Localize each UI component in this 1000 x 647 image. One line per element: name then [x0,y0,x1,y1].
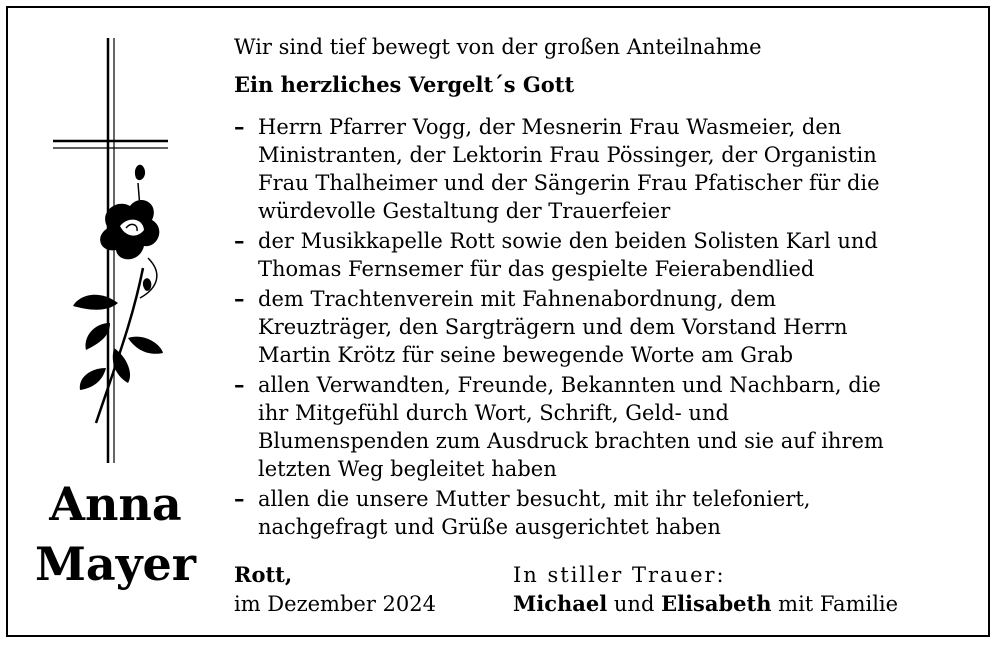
thanks-line: würdevolle Gestaltung der Trauerfeier [258,199,671,223]
dash-bullet: – [234,486,245,511]
thanks-line: letzten Weg begleitet haben [258,457,557,481]
thanks-item [234,227,974,283]
cross-with-rose-icon [48,38,188,468]
obituary-card [6,6,990,637]
mourning-label: In stiller Trauer: [513,563,726,587]
thanks-heading: Ein herzliches Vergelt´s Gott [234,72,575,97]
thanks-item [234,285,974,369]
thanks-item [234,485,974,541]
thanks-line: nachgefragt und Grüße ausgerichtet haben [258,515,721,539]
thanks-line: Thomas Fernsemer für das gespielte Feierabendlied [258,257,815,281]
dash-bullet: – [234,286,245,311]
thanks-line: Blumenspenden zum Ausdruck brachten und sie auf ihrem [258,429,884,453]
thanks-list [234,113,974,543]
thanks-line: Kreuzträger, den Sargträgern und dem Vorstand Herrn [258,315,848,339]
thanks-line: allen die unsere Mutter besucht, mit ihr telefoniert, [258,487,811,511]
dash-bullet: – [234,228,245,253]
thanks-line: Frau Thalheimer und der Sängerin Frau Pfatischer für die [258,171,880,195]
deceased-last-name: Mayer [35,537,196,591]
thanks-line: allen Verwandten, Freunde, Bekannten und Nachbarn, die [258,373,881,397]
thanks-line: Ministranten, der Lektorin Frau Pössinger, der Organistin [258,143,877,167]
thanks-line: Martin Krötz für seine bewegende Worte am Grab [258,343,794,367]
intro-text: Wir sind tief bewegt von der großen Anteilnahme [234,35,762,59]
family-name-2: Elisabeth [661,591,772,616]
date: im Dezember 2024 [234,592,437,616]
family-suffix: mit Familie [771,592,899,616]
thanks-line: Herrn Pfarrer Vogg, der Mesnerin Frau Wasmeier, den [258,115,842,139]
thanks-line: der Musikkapelle Rott sowie den beiden Solisten Karl und [258,229,878,253]
thanks-line: ihr Mitgefühl durch Wort, Schrift, Geld- und [258,401,729,425]
dash-bullet: – [234,372,245,397]
thanks-item [234,371,974,483]
place: Rott, [234,562,293,587]
thanks-line: dem Trachtenverein mit Fahnenabordnung, dem [258,287,777,311]
family-name-1: Michael [513,591,608,616]
family-connector: und [607,592,662,616]
family-signature [513,590,898,618]
thanks-item [234,113,974,225]
dash-bullet: – [234,114,245,139]
left-column [8,8,223,635]
deceased-first-name: Anna [49,477,182,531]
